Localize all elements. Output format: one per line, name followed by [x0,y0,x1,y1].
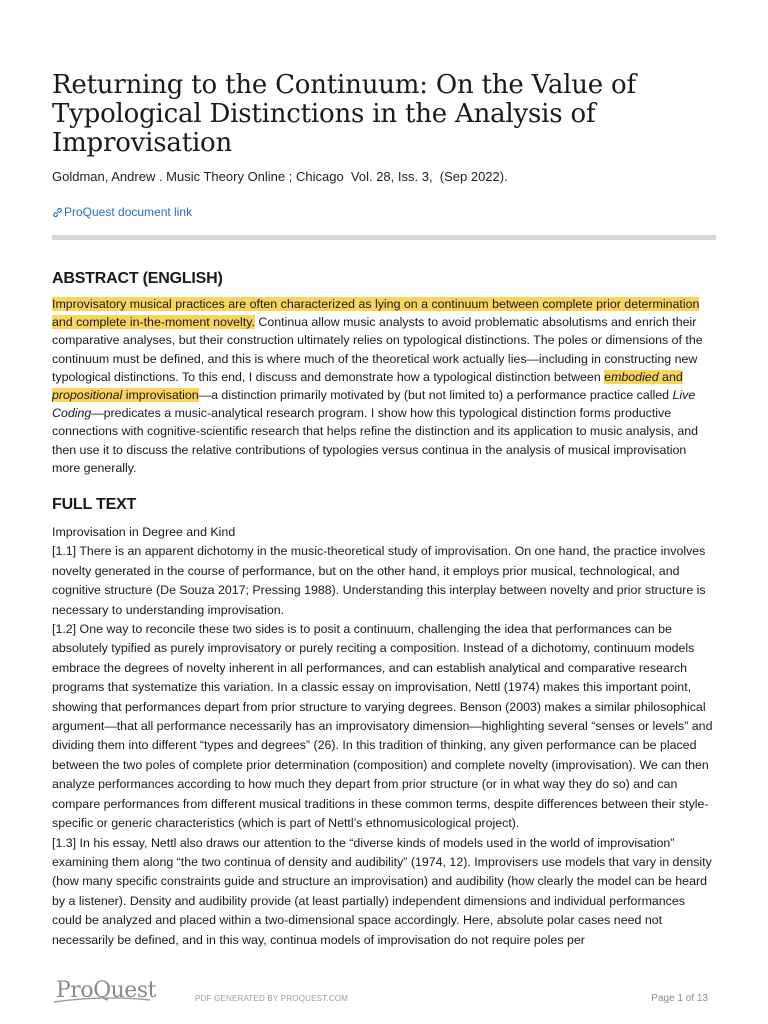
hl-e: e [604,369,612,384]
section-divider [52,235,716,240]
proquest-logo-text: ProQuest [56,978,156,1003]
full-text-subheading: Improvisation in Degree and Kind [52,525,236,539]
full-text-heading: FULL TEXT [52,496,137,513]
abstract-text [52,295,716,477]
hl-and: and [658,369,683,384]
document-title: Returning to the Continuum: On the Value of Typological Distinctions in the Analysis of Improvisation [52,70,636,158]
abstract-text-1: Continua allow music analysts to avoid problematic absolutisms and enrich their comparative analyses, but their construction ultimately relies on typological distinctions. The poles or dimensions of the continuum must be defined, and this is where much of the theoretical work actually lies—including in constructing new typological distinctions. To this end, I discuss and demonstrate how a typological distinction between [52,315,703,384]
link-icon [52,207,63,218]
pdf-generated-label: PDF GENERATED BY PROQUEST.COM [195,994,349,1003]
logo-swoosh-icon [52,996,152,1004]
paragraph-1-2: [1.2] One way to reconcile these two sides is to posit a continuum, challenging the idea that performances can be absolutely typified as purely improvisatory or purely reciting a composition. Instead of a dichotomy, continuum models embrace the degrees of novelty inherent in all performances, and can establish analytical and comparative research programs that systematize this variation. In a classic essay on improvisation, Nettl (1974) makes this important point, showing that performances depart from prior structure to varying degrees. Benson (2003) makes a similar philosophical argument—that all performance necessarily has an improvisatory dimension—highlighting several “senses or levels” and dividing them into different “types and degrees” (26). In this tradition of thinking, any given performance can be placed between the two poles of complete prior determination (composition) and complete novelty (improvisation). We can then analyze performances according to how much they depart from prior structure (or in what way they do so) and can compare performances from different musical traditions in these common terms, despite differences between their style-specific or generic characteristics (which is part of Nettl’s ethnomusicological project). [52,622,713,831]
live-coding-term: Live Coding [52,388,696,421]
paragraph-1-1: [1.1] There is an apparent dichotomy in the music-theoretical study of improvisation. On one hand, the practice involves novelty generated in the course of performance, but on the other hand, it employs prior musical, technological, and cognitive structure (De Souza 2017; Pressing 1988). Understanding this interplay between novelty and prior structure is necessary to understanding improvisation. [52,544,706,617]
hl-improvisation: improvisation [122,388,199,403]
abstract-text-2: —a distinction primarily motivated by (but not limited to) a performance practice called [198,388,673,403]
paragraph-1-3: [1.3] In his essay, Nettl also draws our attention to the “diverse kinds of models used in the world of improvisation” examining them along “the two continua of density and audibility” (1974, 12). Improvisers use models that vary in density (how many specific constraints guide and structure an improvisation) and audibility (how clearly the model can be heard by a listener). Density and audibility provide (at least partially) independent dimensions and individual performances could be analyzed and placed within a two-dimensional space accordingly. Here, absolute polar cases need not necessarily be defined, and in this way, continua models of improvisation do not require poles per [52,835,712,947]
abstract-heading: ABSTRACT (ENGLISH) [52,270,223,287]
proquest-document-link[interactable] [52,205,192,219]
proquest-logo [56,978,156,1003]
hl-embodied: mbodied [611,369,659,384]
page-number: Page 1 of 13 [651,993,708,1004]
hl-propositional: propositional [52,388,123,403]
doc-link-label[interactable]: ProQuest document link [64,205,193,219]
abstract-text-3: —predicates a music-analytical research program. I show how this typological distinction forms productive connections with cognitive-scientific research that helps refine the distinction and its application to music analysis, and then use it to discuss the relative contributions of typologies versus continua in the analysis of musical improvisation more generally. [52,406,699,475]
abstract-highlight-1: Improvisatory musical practices are often characterized as lying on a continuum between complete prior determination and complete in-the-moment novelty. [52,297,700,330]
full-text-body [52,523,716,950]
citation: Goldman, Andrew . Music Theory Online ; Chicago Vol. 28, Iss. 3, (Sep 2022). [52,169,508,184]
